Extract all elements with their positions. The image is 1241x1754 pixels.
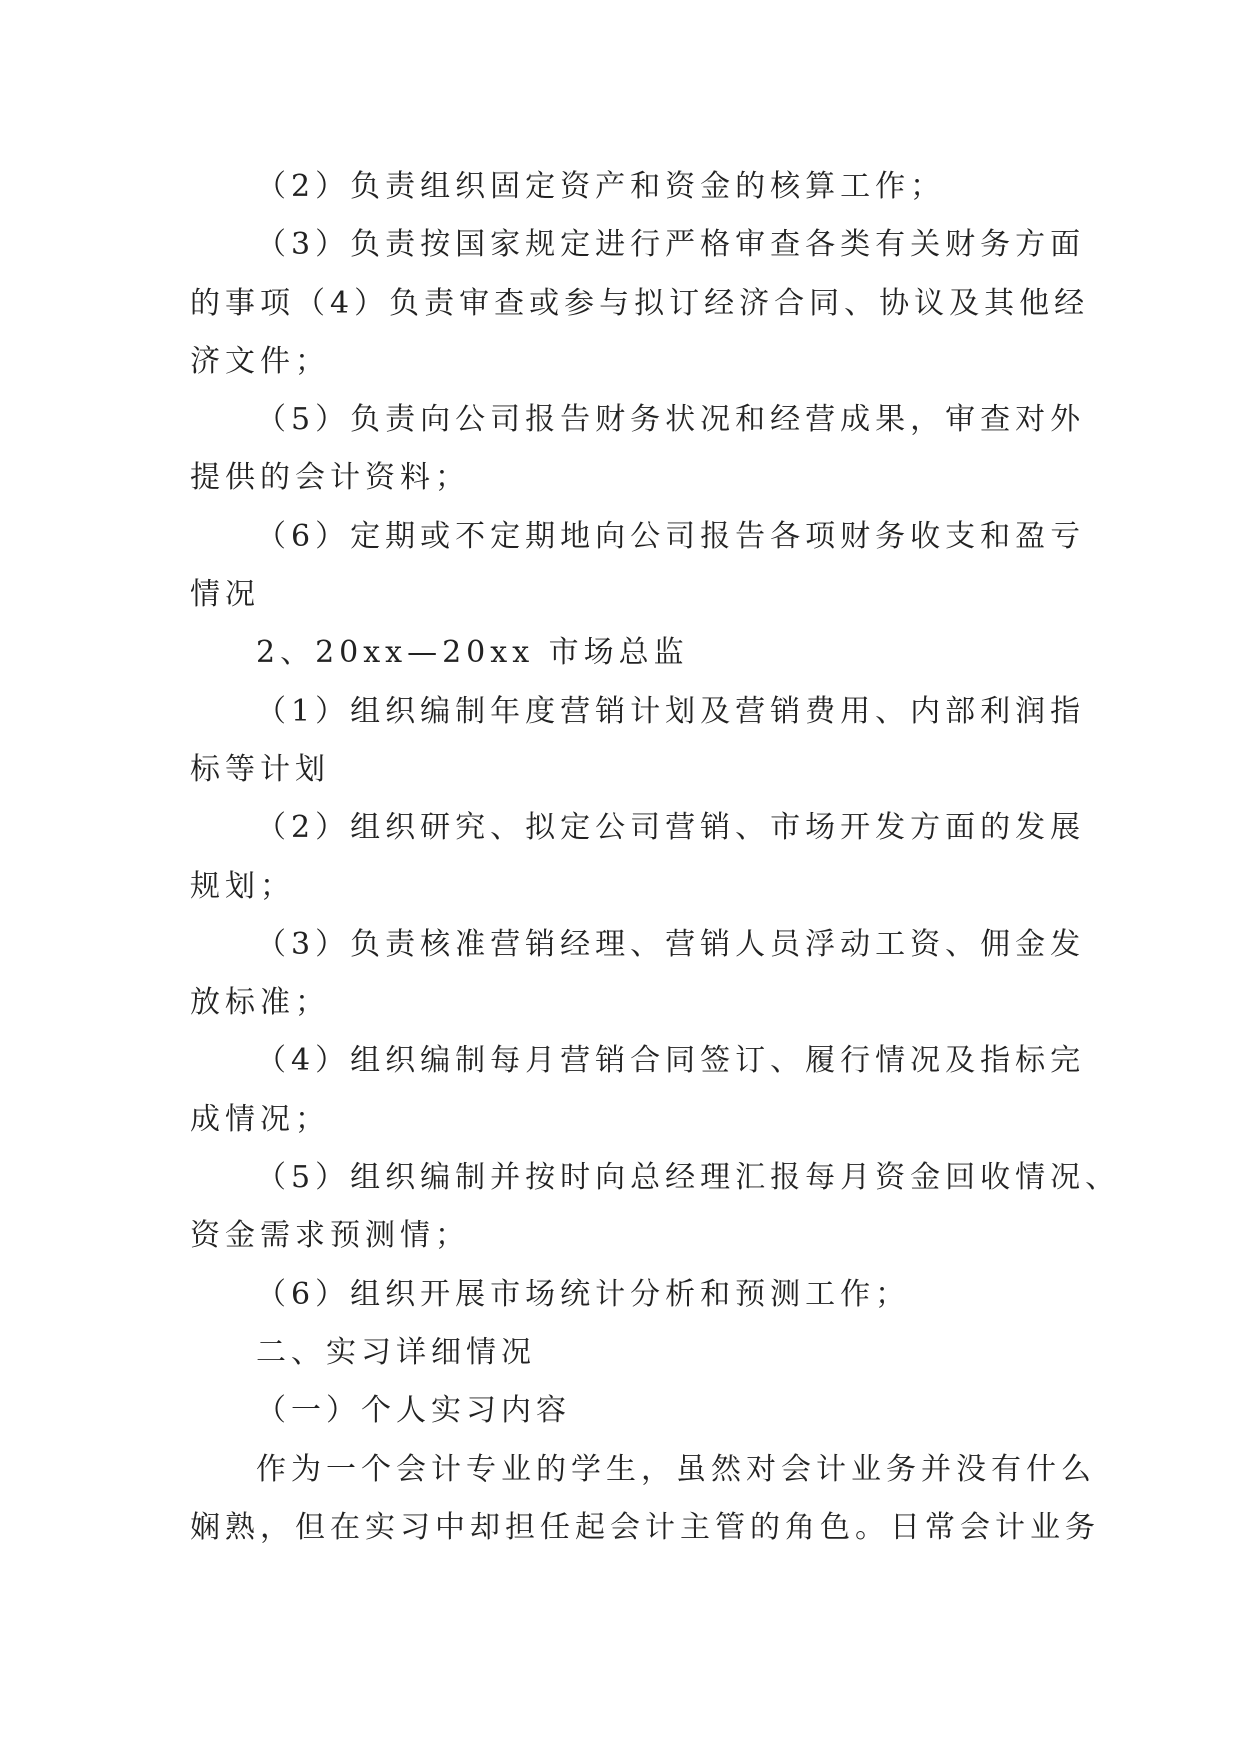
- text-line: 成情况；: [190, 1101, 330, 1137]
- text-line: 娴熟，但在实习中却担任起会计主管的角色。日常会计业务: [190, 1509, 1100, 1545]
- text-line: （5）组织编制并按时向总经理汇报每月资金回收情况、: [256, 1160, 1121, 1196]
- text-line: （3）负责核准营销经理、营销人员浮动工资、佣金发: [256, 926, 1086, 962]
- text-line: （一）个人实习内容: [256, 1393, 571, 1429]
- text-line: 济文件；: [190, 343, 330, 379]
- text-line: 放标准；: [190, 985, 330, 1021]
- text-line: （3）负责按国家规定进行严格审查各类有关财务方面: [256, 227, 1086, 263]
- text-line: （2）负责组织固定资产和资金的核算工作；: [256, 169, 946, 204]
- text-line: 的事项（4）负责审查或参与拟订经济合同、协议及其他经: [190, 285, 1090, 321]
- document-body: [190, 158, 1121, 1557]
- text-line: 标等计划: [190, 751, 330, 787]
- text-line: 二、实习详细情况: [256, 1334, 536, 1370]
- text-line: 2、20xx—20xx 市场总监: [256, 635, 689, 671]
- text-line: 作为一个会计专业的学生，虽然对会计业务并没有什么: [256, 1451, 1096, 1487]
- text-line: 情况: [190, 577, 260, 613]
- text-line: （5）负责向公司报告财务状况和经营成果，审查对外: [256, 402, 1086, 438]
- text-line: （1）组织编制年度营销计划及营销费用、内部利润指: [256, 693, 1086, 729]
- text-line: 规划；: [190, 868, 295, 904]
- text-line: （6）组织开展市场统计分析和预测工作；: [256, 1276, 911, 1312]
- text-line: （4）组织编制每月营销合同签订、履行情况及指标完: [256, 1043, 1086, 1079]
- text-line: （2）组织研究、拟定公司营销、市场开发方面的发展: [256, 810, 1086, 846]
- text-line: 资金需求预测情；: [190, 1218, 470, 1254]
- text-line: 提供的会计资料；: [190, 460, 470, 496]
- text-line: （6）定期或不定期地向公司报告各项财务收支和盈亏: [256, 518, 1086, 554]
